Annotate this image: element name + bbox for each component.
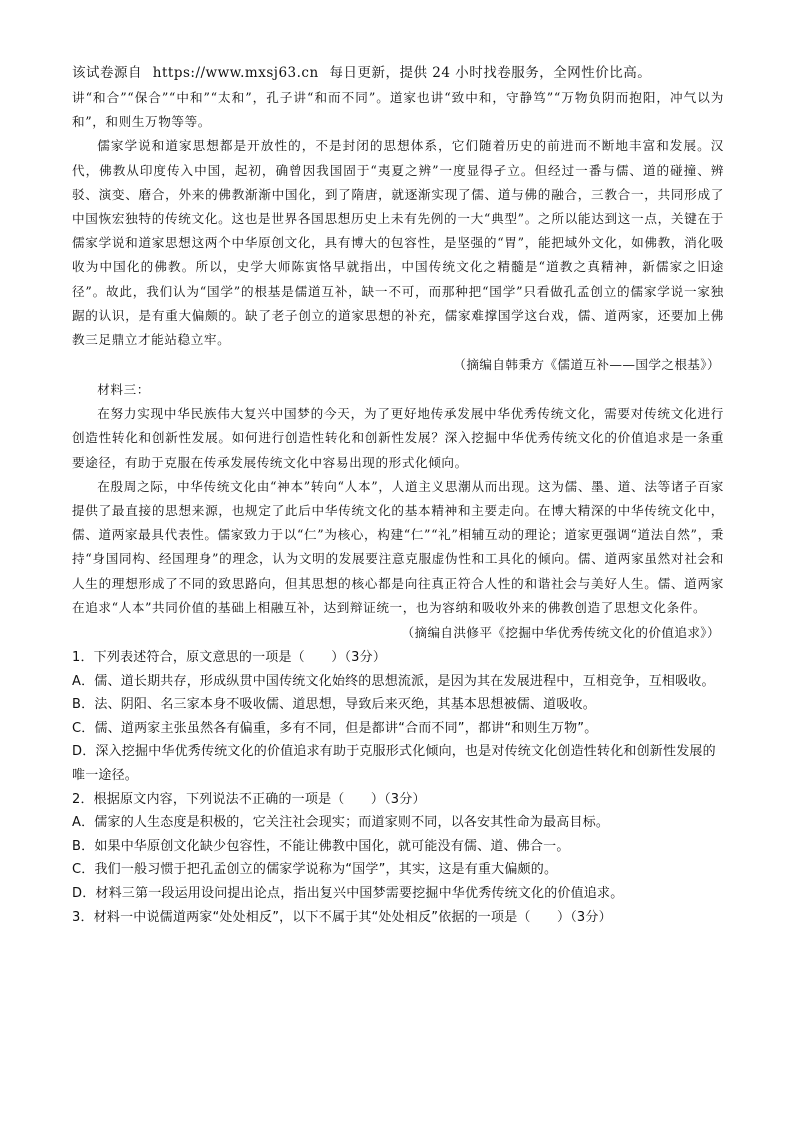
paragraph-yin-zhou-transition: 在殷周之际，中华传统文化由“神本”转向“人本”，人道主义思潮从而出现。这为儒、墨、道、法等诸子百家提供了最直接的思想来源，也规定了此后中华传统文化的基本精神和主要走向。在博大精深的中华传统文化中，儒、道两家最具代表性。儒家致力于以“仁”为核心，构建“仁”“礼”相辅互动的理论；道家更强调“道法自然”，秉持“身国同构、经国理身”的理念，认为文明的发展要注意克服虚伪性和工具化的倾向。儒、道两家虽然对社会和人生的理想形成了不同的致思路向，但其思想的核心都是向往真正符合人性的和谐社会与美好人生。儒、道两家在追求“人本”共同价值的基础上相融互补，达到辩证统一，也为容纳和吸收外来的佛教创造了思想文化条件。 — [72, 478, 724, 615]
question-2-option-a: A．儒家的人生态度是积极的，它关注社会现实；而道家则不同，以各安其性命为最高目标。 — [72, 815, 610, 831]
material-three-label: 材料三： — [97, 382, 150, 398]
reading-passage — [72, 86, 724, 646]
source-citation-1: （摘编自韩秉方《儒道互补——国学之根基》） — [453, 357, 720, 373]
paragraph-chinese-dream: 在努力实现中华民族伟大复兴中国梦的今天，为了更好地传承发展中华优秀传统文化，需要对传统文化进行创造性转化和创新性发展。如何进行创造性转化和创新性发展？深入挖掘中华优秀传统文化的价值追求是一条重要途径，有助于克服在传承发展传统文化中容易出现的形式化倾向。 — [72, 406, 724, 470]
source-banner — [72, 62, 724, 84]
question-1-option-b: B．法、阴阳、名三家本身不吸收儒、道思想，导致后来灭绝，其基本思想被儒、道吸收。 — [72, 697, 596, 713]
question-2-option-d: D．材料三第一段运用设问提出论点，指出复兴中国梦需要挖掘中华优秀传统文化的价值追求。 — [72, 886, 624, 901]
question-3 — [72, 906, 724, 930]
paragraph-confucian-taoist-openness: 儒家学说和道家思想都是开放性的，不是封闭的思想体系，它们随着历史的前进而不断地丰富和发展。汉代，佛教从印度传入中国，起初，确曾因我国固于“夷夏之辨”一度显得孑立。但经过一番与儒、道的碰撞、辨驳、演变、磨合，外来的佛教渐渐中国化，到了隋唐，就逐渐实现了儒、道与佛的融合，三教合一，共同形成了中国恢宏独特的传统文化。这也是世界各国思想历史上未有先例的一大“典型”。之所以能达到这一点，关键在于儒家学说和道家思想这两个中华原创文化，具有博大的包容性，是坚强的“胃”，能把域外文化，如佛教，消化吸收为中国化的佛教。所以，史学大师陈寅恪早就指出，中国传统文化之精髓是“道教之真精神，新儒家之旧途径”。故此，我们认为“国学”的根基是儒道互补，缺一不可，而那种把“国学”只看做孔孟创立的儒家学说一家独踞的认识，是有重大偏颇的。缺了老子创立的道家思想的补充，儒家难撑国学这台戏，儒、道两家，还要加上佛教三足鼎立才能站稳立牢。 — [72, 138, 724, 348]
document-page — [72, 62, 724, 929]
question-3-stem: 3．材料一中说儒道两家“处处相反”，以下不属于其“处处相反”依据的一项是（ ）（3分） — [72, 909, 612, 925]
question-2-stem: 2．根据原文内容，下列说法不正确的一项是（ ）（3分） — [72, 791, 426, 807]
banner-prefix: 该试卷源自 — [72, 65, 142, 81]
question-1-option-d: D．深入挖掘中华优秀传统文化的价值追求有助于克服形式化倾向，也是对传统文化创造性转化和创新性发展的唯一途径。 — [72, 744, 716, 784]
source-url[interactable]: https://www.mxsj63.cn — [152, 65, 319, 81]
banner-suffix: 每日更新，提供 24 小时找卷服务，全网性价比高。 — [329, 65, 652, 81]
question-1-option-c: C．儒、道两家主张虽然各有偏重，多有不同，但是都讲“合而不同”，都讲“和则生万物”。 — [72, 720, 598, 736]
question-2-option-c: C．我们一般习惯于把孔孟创立的儒家学说称为“国学”，其实，这是有重大偏颇的。 — [72, 862, 558, 878]
paragraph-continued: 讲“和合”“保合”“中和”“太和”，孔子讲“和而不同”。道家也讲“致中和，守静笃”“万物负阴而抱阳，冲气以为和”，和则生万物等等。 — [72, 90, 724, 130]
question-1 — [72, 646, 724, 788]
source-citation-2: （摘编自洪修平《挖掘中华优秀传统文化的价值追求》） — [401, 625, 720, 641]
question-1-stem: 1．下列表述符合，原文意思的一项是（ ）（3分） — [72, 650, 387, 666]
question-2-option-b: B．如果中华原创文化缺少包容性，不能让佛教中国化，就可能没有儒、道、佛合一。 — [72, 838, 570, 854]
question-2 — [72, 788, 724, 906]
question-1-option-a: A．儒、道长期共存，形成纵贯中国传统文化始终的思想流派，是因为其在发展进程中，互相竞争，互相吸收。 — [72, 673, 715, 689]
